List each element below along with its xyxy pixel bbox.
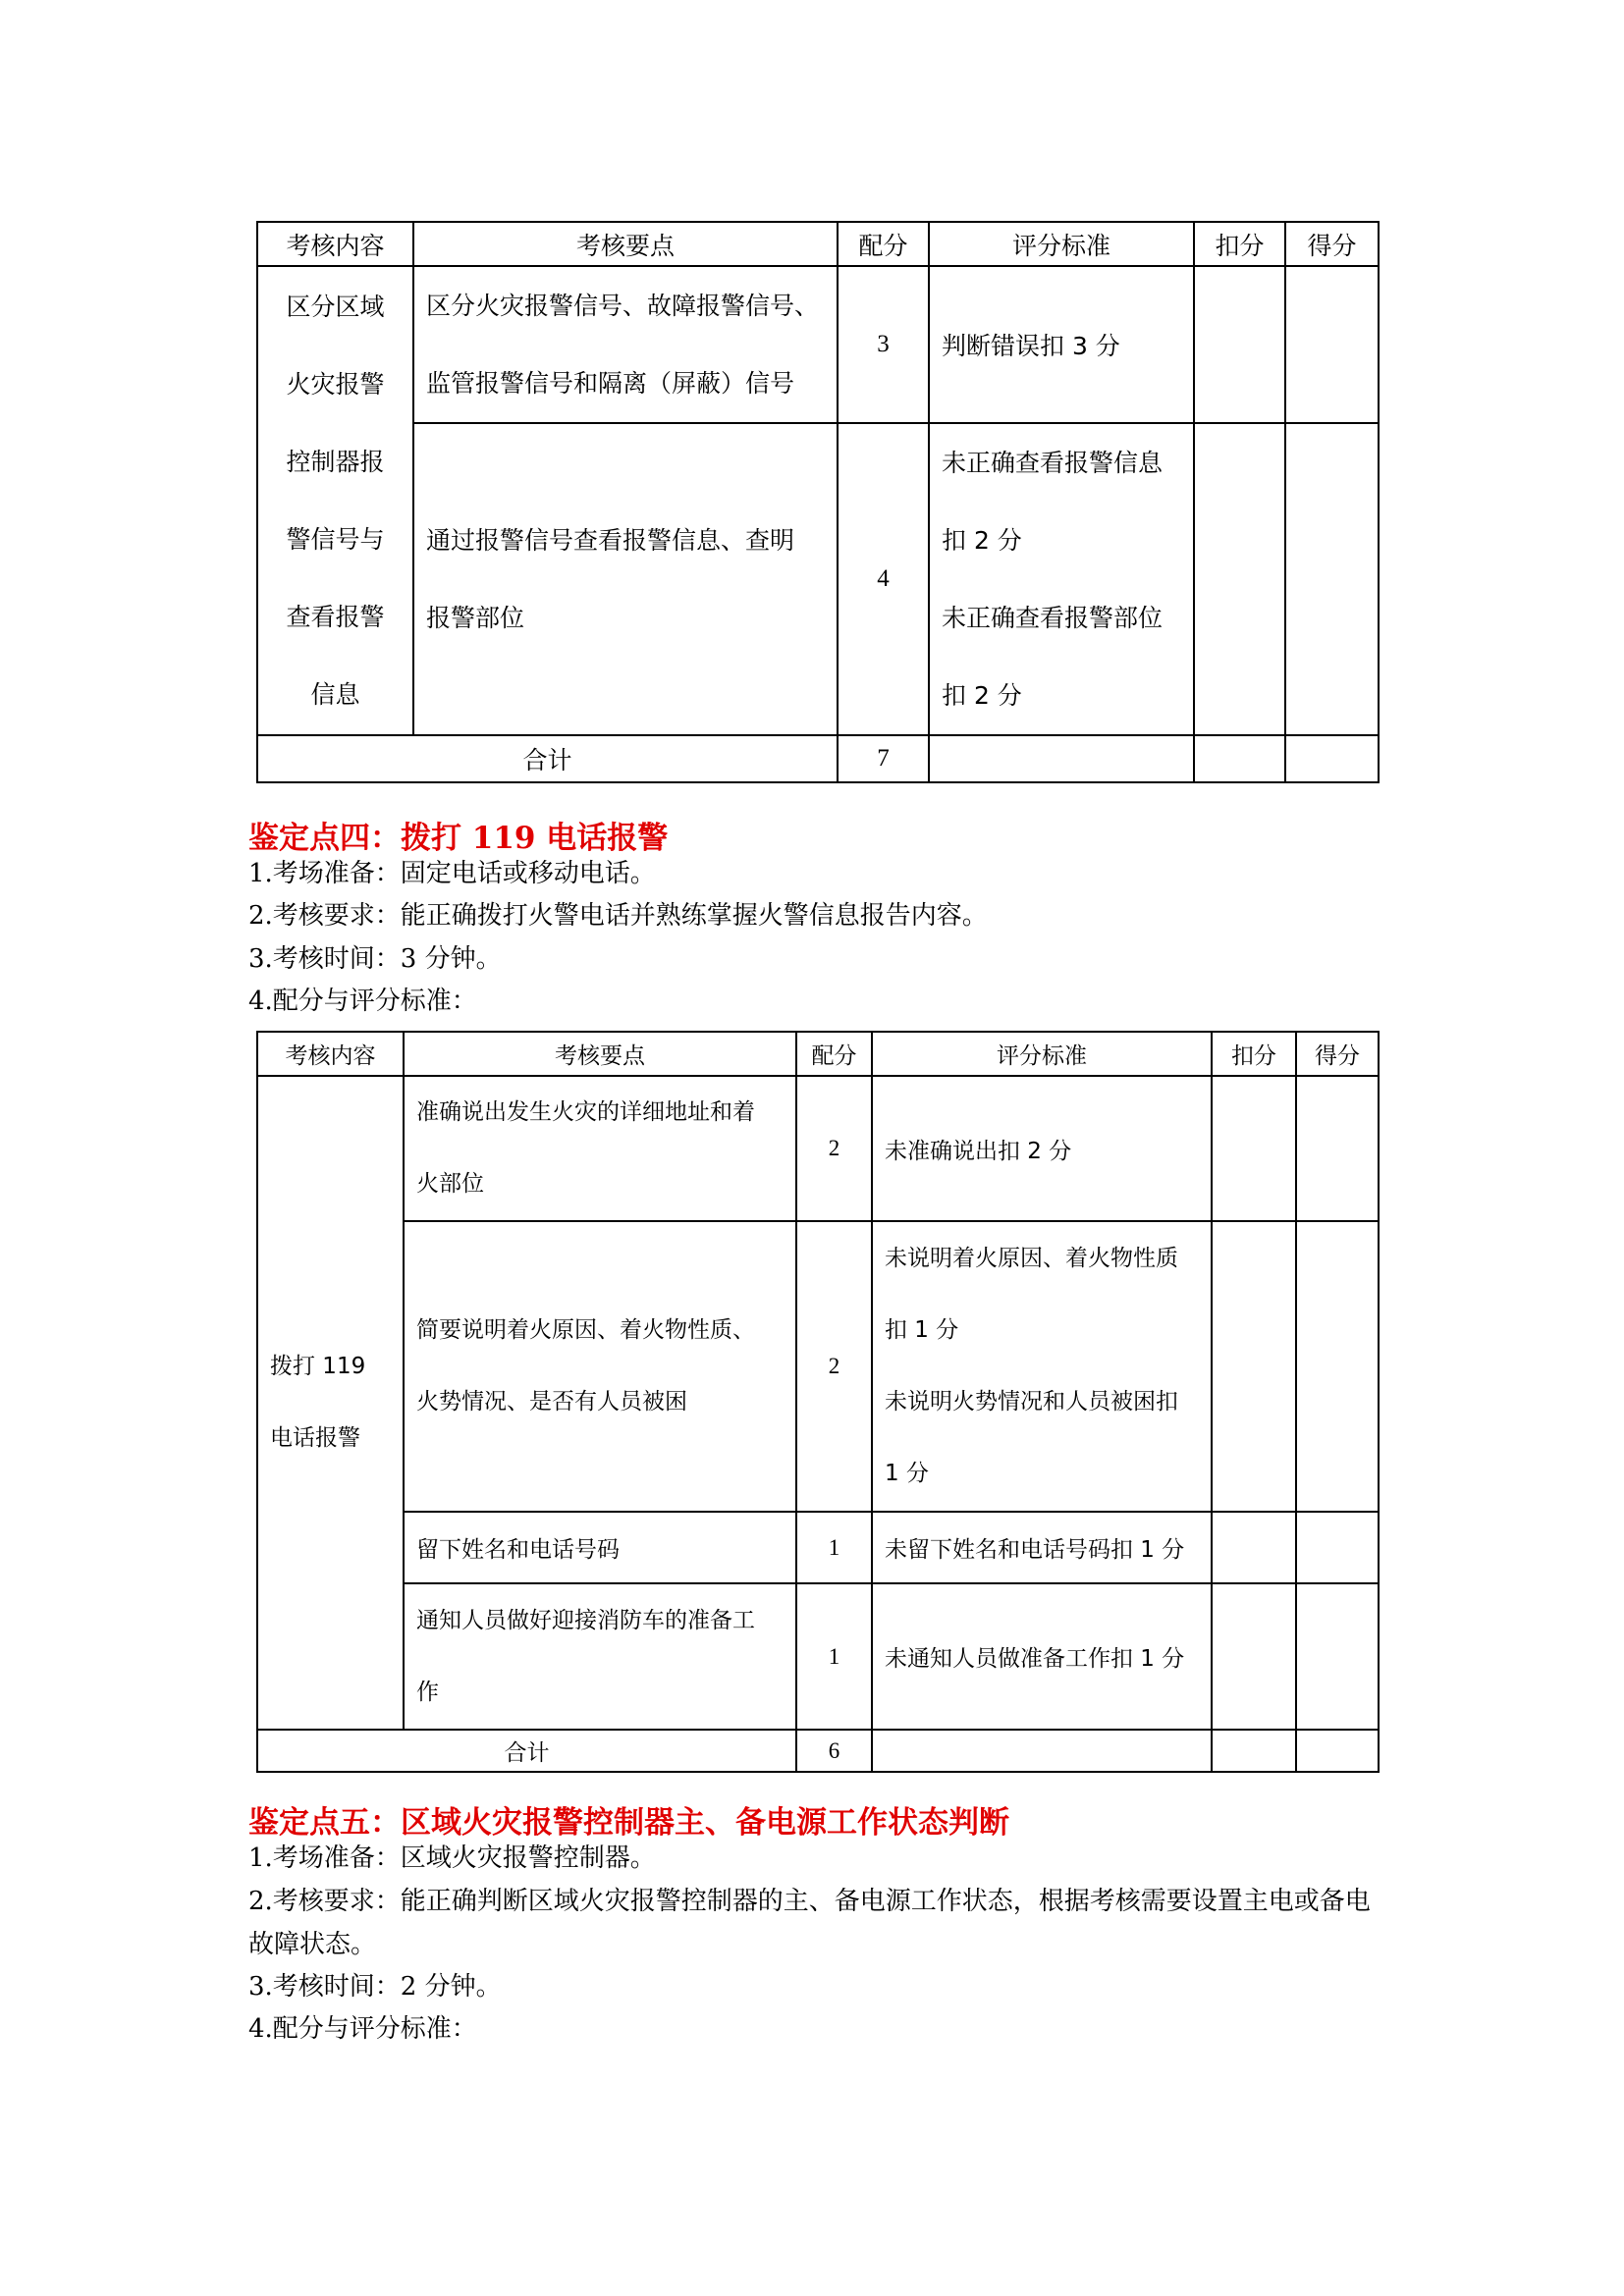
table-row [257, 1221, 1379, 1512]
header-cell: 考核要点 [413, 222, 838, 266]
deduction-cell[interactable] [1212, 1730, 1296, 1772]
result-cell[interactable] [1285, 266, 1379, 423]
text-line: 警信号与 [286, 525, 385, 554]
result-cell[interactable] [1296, 1512, 1379, 1583]
text-line: 未准确说出扣 2 分 [885, 1138, 1072, 1164]
paragraph: 3.考核时间：3 分钟。 [248, 944, 502, 974]
total-label: 合计 [257, 735, 838, 782]
header-cell: 得分 [1296, 1032, 1379, 1076]
criteria-cell [872, 1221, 1212, 1512]
deduction-cell[interactable] [1194, 423, 1285, 735]
text-line: 扣 2 分 [942, 526, 1022, 555]
text-line: 报警部位 [426, 604, 525, 632]
table-row [257, 1076, 1379, 1221]
header-cell: 扣分 [1212, 1032, 1296, 1076]
points-cell [404, 1221, 796, 1512]
text-line: 1 分 [885, 1461, 929, 1486]
text-line: 通过报警信号查看报警信息、查明 [426, 526, 795, 555]
text-line: 区分区域 [286, 293, 385, 321]
score-cell: 3 [838, 266, 929, 423]
score-cell: 4 [838, 423, 929, 735]
deduction-cell[interactable] [1212, 1512, 1296, 1583]
points-cell [404, 1512, 796, 1583]
total-score: 6 [796, 1730, 872, 1772]
result-cell[interactable] [1296, 1730, 1379, 1772]
text-line: 简要说明着火原因、着火物性质、 [416, 1317, 755, 1343]
criteria-cell [872, 1512, 1212, 1583]
points-cell [413, 266, 838, 423]
text-line: 作 [416, 1679, 439, 1705]
paragraph: 1.考场准备：固定电话或移动电话。 [248, 859, 656, 888]
score-cell: 1 [796, 1512, 872, 1583]
score-cell: 2 [796, 1221, 872, 1512]
score-cell: 2 [796, 1076, 872, 1221]
paragraph: 4.配分与评分标准： [248, 2014, 477, 2044]
header-cell: 考核内容 [257, 222, 413, 266]
text-line: 留下姓名和电话号码 [416, 1537, 620, 1563]
total-row [257, 735, 1379, 782]
deduction-cell[interactable] [1212, 1221, 1296, 1512]
paragraph: 4.配分与评分标准： [248, 987, 477, 1016]
paragraph: 2.考核要求：能正确判断区域火灾报警控制器的主、备电源工作状态，根据考核需要设置主电或备电故障状态。 [248, 1887, 1371, 1959]
header-cell: 评分标准 [929, 222, 1194, 266]
text-line: 监管报警信号和隔离（屏蔽）信号 [426, 369, 795, 398]
paragraph: 2.考核要求：能正确拨打火警电话并熟练掌握火警信息报告内容。 [248, 901, 988, 931]
header-cell: 考核内容 [257, 1032, 404, 1076]
result-cell[interactable] [1285, 423, 1379, 735]
text-line: 查看报警 [286, 603, 385, 631]
table-header-row [257, 222, 1379, 266]
criteria-cell [929, 423, 1194, 735]
text-line: 通知人员做好迎接消防车的准备工 [416, 1607, 755, 1633]
content-cell [257, 1076, 404, 1730]
table-row [257, 423, 1379, 735]
text-line: 扣 2 分 [942, 681, 1022, 710]
points-cell [404, 1583, 796, 1730]
criteria-cell [929, 266, 1194, 423]
table-row [257, 1583, 1379, 1730]
deduction-cell[interactable] [1194, 735, 1285, 782]
total-row [257, 1730, 1379, 1772]
text-line: 未留下姓名和电话号码扣 1 分 [885, 1537, 1185, 1563]
scoring-table-1 [256, 221, 1380, 783]
text-line: 准确说出发生火灾的详细地址和着 [416, 1099, 755, 1125]
table-row [257, 266, 1379, 423]
text-line: 未说明火势情况和人员被困扣 [885, 1389, 1178, 1415]
header-cell: 得分 [1285, 222, 1379, 266]
text-line: 控制器报 [286, 448, 385, 476]
text-line: 未说明着火原因、着火物性质 [885, 1246, 1178, 1271]
header-cell: 扣分 [1194, 222, 1285, 266]
total-label: 合计 [257, 1730, 796, 1772]
text-line: 电话报警 [270, 1425, 360, 1451]
text-line: 火灾报警 [286, 370, 385, 399]
text-line: 未正确查看报警信息 [942, 449, 1164, 477]
text-line: 火部位 [416, 1171, 484, 1197]
criteria-cell [872, 1583, 1212, 1730]
result-cell[interactable] [1296, 1076, 1379, 1221]
section-heading: 鉴定点五：区域火灾报警控制器主、备电源工作状态判断 [248, 1805, 1009, 1841]
header-cell: 配分 [838, 222, 929, 266]
text-line: 扣 1 分 [885, 1317, 959, 1343]
header-cell: 评分标准 [872, 1032, 1212, 1076]
text-line: 信息 [310, 680, 360, 709]
text-line: 区分火灾报警信号、故障报警信号、 [426, 292, 820, 320]
table-row [257, 1512, 1379, 1583]
result-cell[interactable] [1296, 1221, 1379, 1512]
result-cell[interactable] [1296, 1583, 1379, 1730]
content-cell [257, 266, 413, 735]
text-line: 未正确查看报警部位 [942, 604, 1164, 632]
header-cell: 配分 [796, 1032, 872, 1076]
total-score: 7 [838, 735, 929, 782]
section-heading: 鉴定点四：拨打 119 电话报警 [248, 821, 669, 856]
points-cell [413, 423, 838, 735]
criteria-cell [929, 735, 1194, 782]
deduction-cell[interactable] [1212, 1583, 1296, 1730]
deduction-cell[interactable] [1212, 1076, 1296, 1221]
text-line: 判断错误扣 3 分 [942, 332, 1120, 360]
criteria-cell [872, 1076, 1212, 1221]
points-cell [404, 1076, 796, 1221]
header-cell: 考核要点 [404, 1032, 796, 1076]
table-header-row [257, 1032, 1379, 1076]
paragraph: 1.考场准备：区域火灾报警控制器。 [248, 1843, 656, 1873]
result-cell[interactable] [1285, 735, 1379, 782]
text-line: 火势情况、是否有人员被困 [416, 1389, 687, 1415]
text-line: 拨打 119 [270, 1354, 366, 1379]
paragraph: 3.考核时间：2 分钟。 [248, 1972, 502, 2002]
deduction-cell[interactable] [1194, 266, 1285, 423]
text-line: 未通知人员做准备工作扣 1 分 [885, 1646, 1185, 1672]
criteria-cell [872, 1730, 1212, 1772]
score-cell: 1 [796, 1583, 872, 1730]
scoring-table-2 [256, 1031, 1380, 1773]
